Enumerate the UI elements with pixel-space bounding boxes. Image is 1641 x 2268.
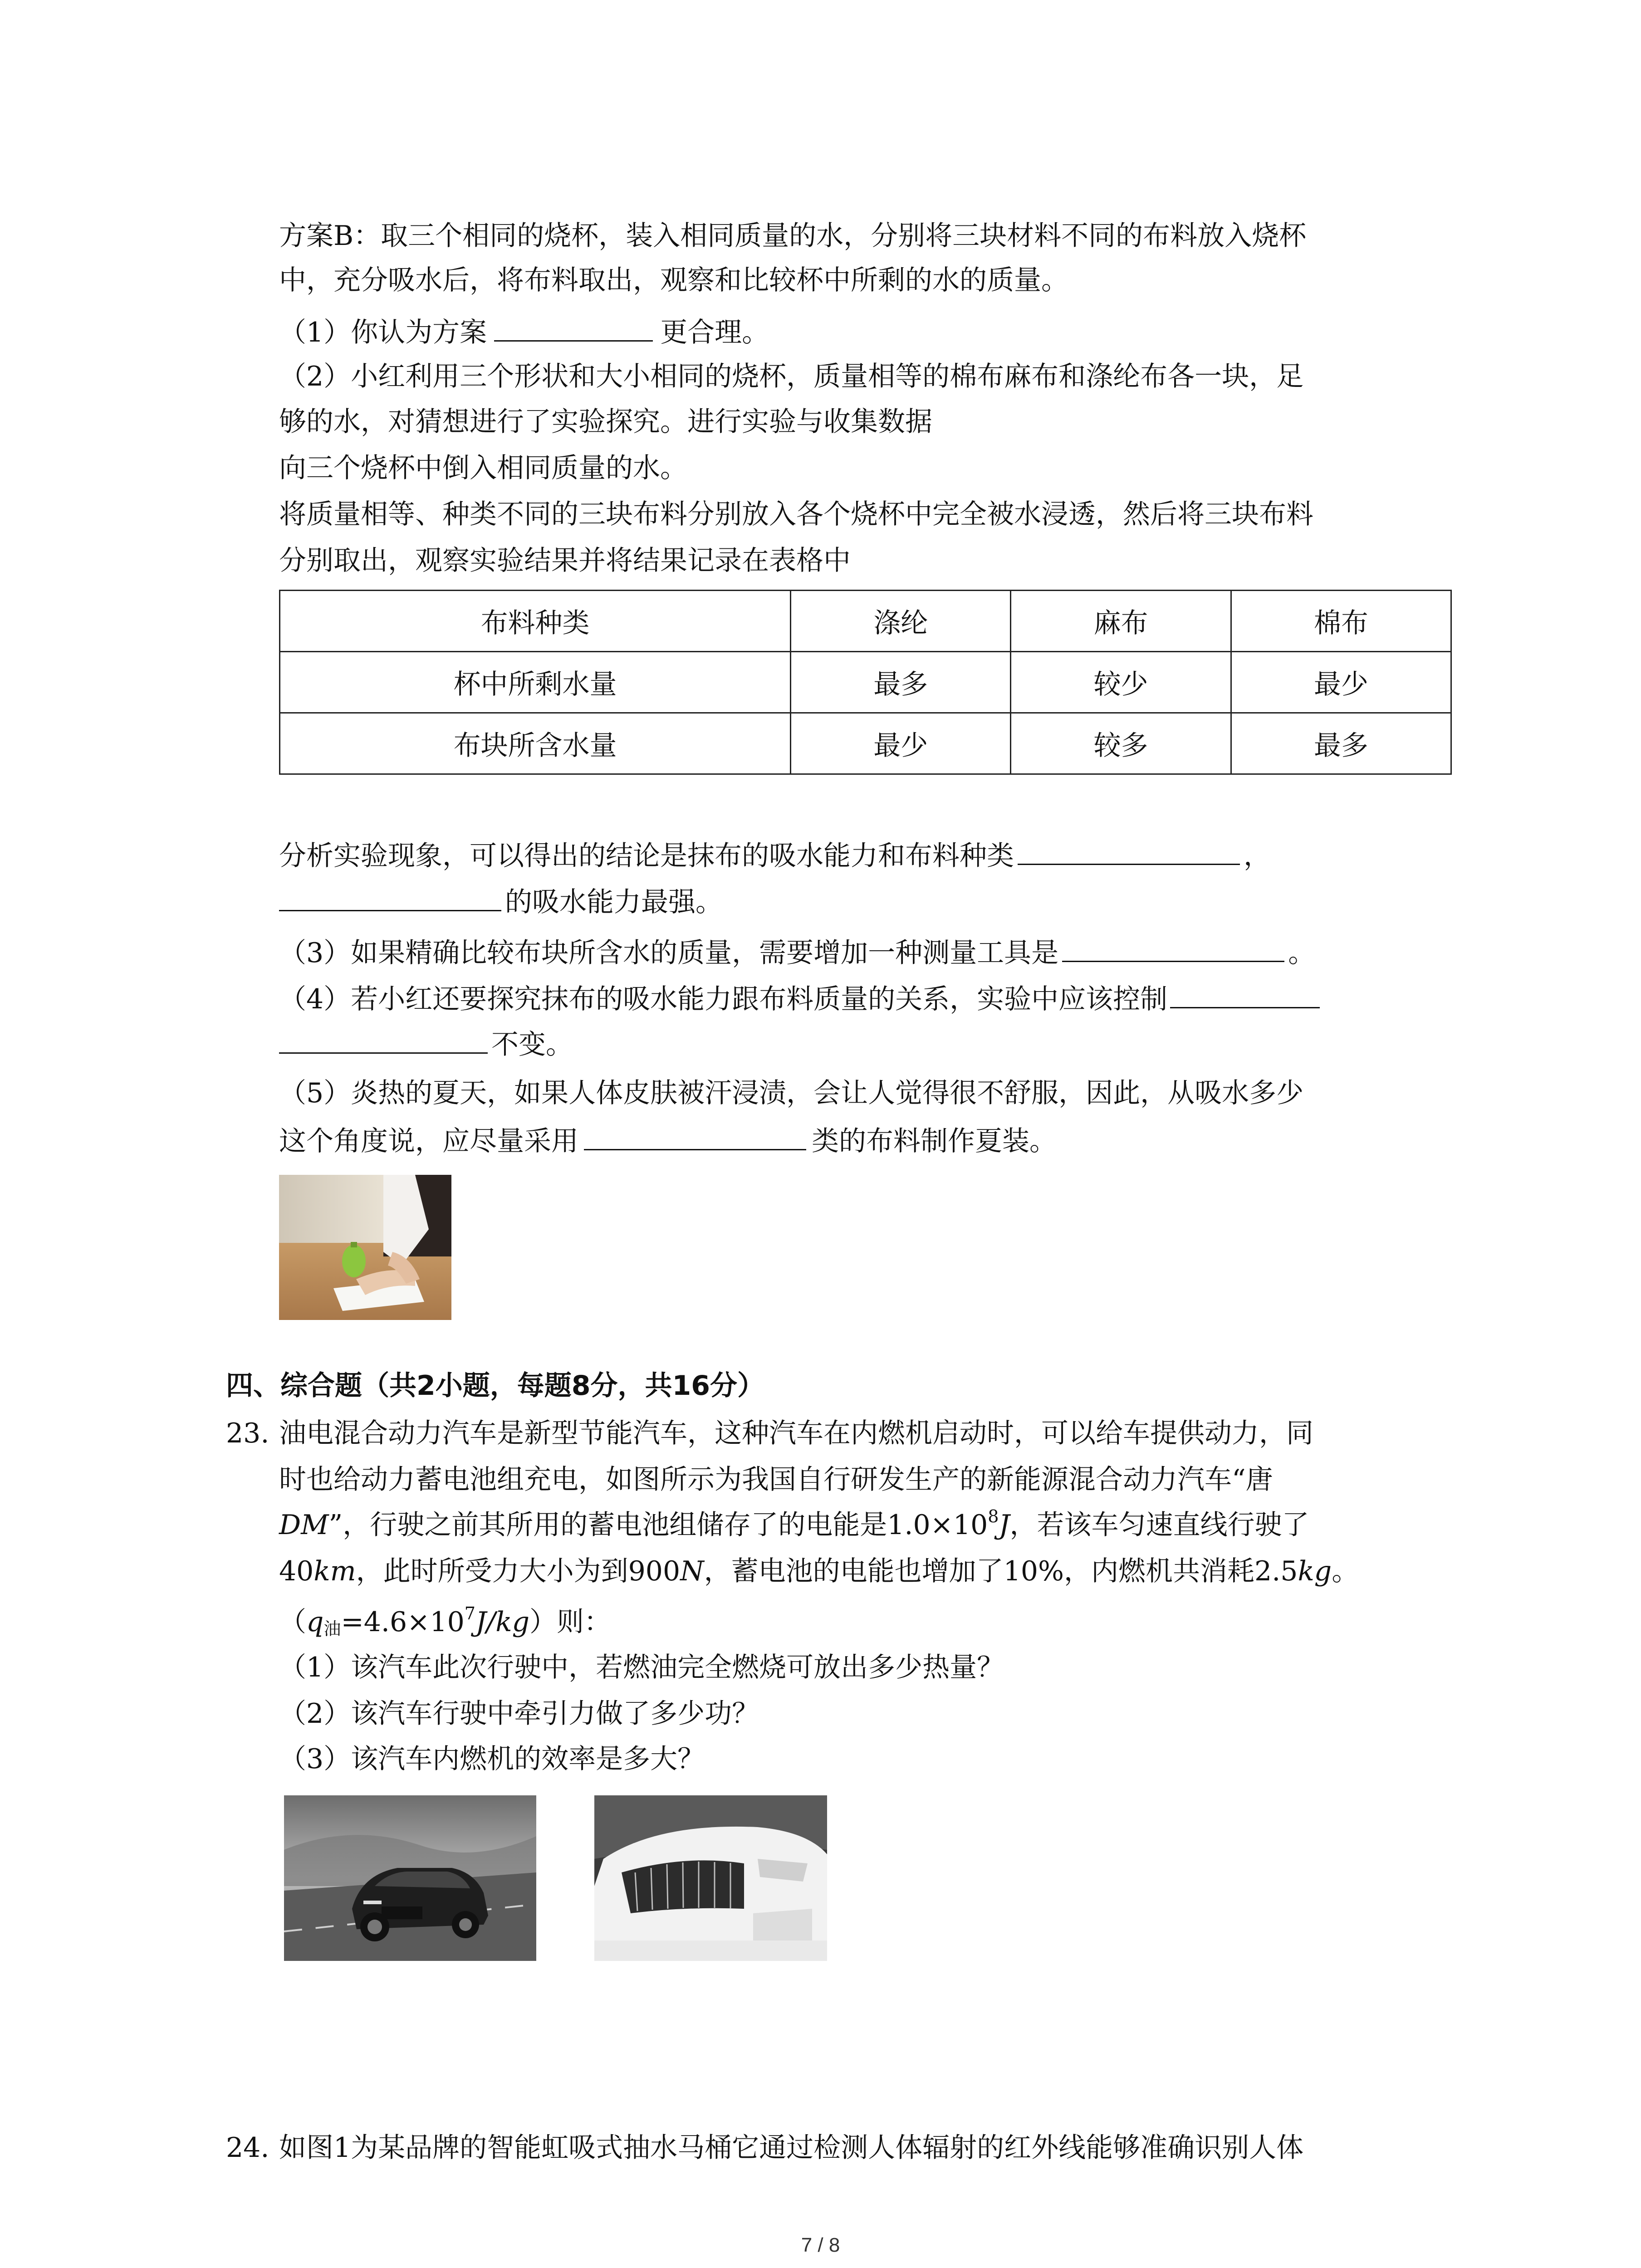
white-car-photo	[594, 1795, 827, 1961]
table-cell: 最多	[1231, 713, 1451, 774]
sub5-suffix: 类的布料制作夏装。	[812, 1125, 1057, 1157]
answer-blank-3[interactable]	[279, 884, 501, 911]
analysis-suffix: 的吸水能力最强。	[505, 886, 723, 918]
table-cell: 涤纶	[791, 591, 1011, 652]
sub2-line-2: 够的水，对猜想进行了实验探究。进行实验与收集数据	[279, 406, 932, 438]
q23-sub-1: （1）该汽车此次行驶中，若燃油完全燃烧可放出多少热量？	[279, 1652, 1004, 1683]
answer-blank-4[interactable]	[1062, 934, 1284, 962]
table-header-row	[280, 591, 1451, 652]
table-cell: 棉布	[1231, 591, 1451, 652]
q23-sub-2: （2）该汽车行驶中牵引力做了多少功？	[279, 1698, 759, 1730]
table-cell: 最多	[791, 652, 1011, 713]
q23-line-3	[279, 1507, 1309, 1543]
exponent: 8	[988, 1506, 999, 1526]
given-value: =4.6×10	[341, 1606, 465, 1638]
sub1-suffix: 更合理。	[660, 317, 769, 348]
table-cell: 麻布	[1011, 591, 1231, 652]
sub-question-1	[279, 314, 769, 351]
unit-kg: kg	[1298, 1555, 1332, 1587]
analysis-prefix: 分析实验现象，可以得出的结论是抹布的吸水能力和布料种类	[279, 840, 1014, 872]
given-exponent: 7	[464, 1603, 475, 1623]
distance-value: 40	[279, 1555, 314, 1587]
answer-blank-2[interactable]	[1018, 837, 1240, 865]
planB-line-2: 中，充分吸水后，将布料取出，观察和比较杯中所剩的水的质量。	[279, 264, 1068, 296]
sub5-prefix: 这个角度说，应尽量采用	[279, 1125, 578, 1157]
table-cell: 较多	[1011, 713, 1231, 774]
car-on-road-photo	[284, 1795, 536, 1961]
section-heading: 四、综合题（共2小题，每题8分，共16分）	[226, 1370, 764, 1402]
answer-blank-1[interactable]	[494, 314, 653, 342]
sub1-prefix: （1）你认为方案	[279, 317, 487, 348]
results-table	[279, 590, 1452, 775]
table-row	[280, 652, 1451, 713]
q23-line-1: 油电混合动力汽车是新型节能汽车，这种汽车在内燃机启动时，可以给车提供动力，同	[279, 1418, 1313, 1449]
analysis-line-2	[279, 884, 723, 920]
sub5-line-1: （5）炎热的夏天，如果人体皮肤被汗浸渍，会让人觉得很不舒服，因此，从吸水多少	[279, 1077, 1304, 1109]
table-cell: 杯中所剩水量	[280, 652, 791, 713]
analysis-comma: ，	[1244, 840, 1271, 872]
sub-question-3	[279, 934, 1315, 971]
sub4-prefix: （4）若小红还要探究抹布的吸水能力跟布料质量的关系，实验中应该控制	[279, 983, 1168, 1015]
sub2-line-3: 向三个烧杯中倒入相同质量的水。	[279, 452, 687, 484]
force-text: ，此时所受力大小为到900	[356, 1555, 681, 1587]
wiping-table-photo	[279, 1175, 451, 1320]
sub4-suffix: 不变。	[491, 1029, 573, 1061]
given-unit: J/kg	[475, 1606, 529, 1638]
table-cell: 较少	[1011, 652, 1231, 713]
q23-number: 23.	[226, 1418, 269, 1449]
q24-number: 24.	[226, 2132, 269, 2164]
q23-given	[279, 1604, 611, 1640]
unit-n: N	[680, 1555, 704, 1587]
sub3-prefix: （3）如果精确比较布块所含水的质量，需要增加一种测量工具是	[279, 937, 1059, 969]
unit-j: J	[999, 1509, 1010, 1541]
sub2-line-1: （2）小红利用三个形状和大小相同的烧杯，质量相等的棉布麻布和涤纶布各一块，足	[279, 361, 1304, 392]
table-cell: 最少	[791, 713, 1011, 774]
sub-question-5	[279, 1123, 1057, 1159]
q23-line-4	[279, 1553, 1359, 1589]
given-close: ）则：	[529, 1606, 611, 1638]
q23-line-2: 时也给动力蓄电池组充电，如图所示为我国自行研发生产的新能源混合动力汽车“唐	[279, 1464, 1273, 1496]
page-number: 7 / 8	[801, 2234, 840, 2256]
sub2-line-5: 分别取出，观察实验结果并将结果记录在表格中	[279, 545, 851, 577]
given-subscript: 油	[323, 1619, 341, 1639]
sub-question-4	[279, 981, 1320, 1017]
unit-km: km	[314, 1555, 356, 1587]
q23-line-3-tail: ，若该车匀速直线行驶了	[1009, 1509, 1309, 1541]
given-open: （	[279, 1606, 306, 1638]
table-cell: 布块所含水量	[280, 713, 791, 774]
table-row	[280, 713, 1451, 774]
given-symbol: q	[306, 1606, 324, 1638]
sub4-line-2	[279, 1026, 573, 1063]
answer-blank-6[interactable]	[584, 1123, 806, 1150]
answer-blank-5[interactable]	[1170, 981, 1320, 1008]
battery-text: ，蓄电池的电能也增加了10%，内燃机共消耗2.5	[704, 1555, 1298, 1587]
table-cell: 布料种类	[280, 591, 791, 652]
q23-line-3-text: ”，行驶之前其所用的蓄电池组储存了的电能是1.0×10	[328, 1509, 988, 1541]
planB-line-1: 方案B：取三个相同的烧杯，装入相同质量的水，分别将三块材料不同的布料放入烧杯	[279, 220, 1307, 252]
sub3-suffix: 。	[1288, 937, 1316, 969]
sub2-line-4: 将质量相等、种类不同的三块布料分别放入各个烧杯中完全被水浸透，然后将三块布料	[279, 499, 1313, 530]
q23-sub-3: （3）该汽车内燃机的效率是多大？	[279, 1743, 705, 1775]
answer-blank-5b[interactable]	[279, 1026, 488, 1054]
table-cell: 最少	[1231, 652, 1451, 713]
period: 。	[1332, 1555, 1359, 1587]
q24-line-1: 如图1为某品牌的智能虹吸式抽水马桶它通过检测人体辐射的红外线能够准确识别人体	[279, 2132, 1304, 2164]
dm-text: DM	[279, 1509, 329, 1541]
analysis-line-1	[279, 837, 1271, 874]
